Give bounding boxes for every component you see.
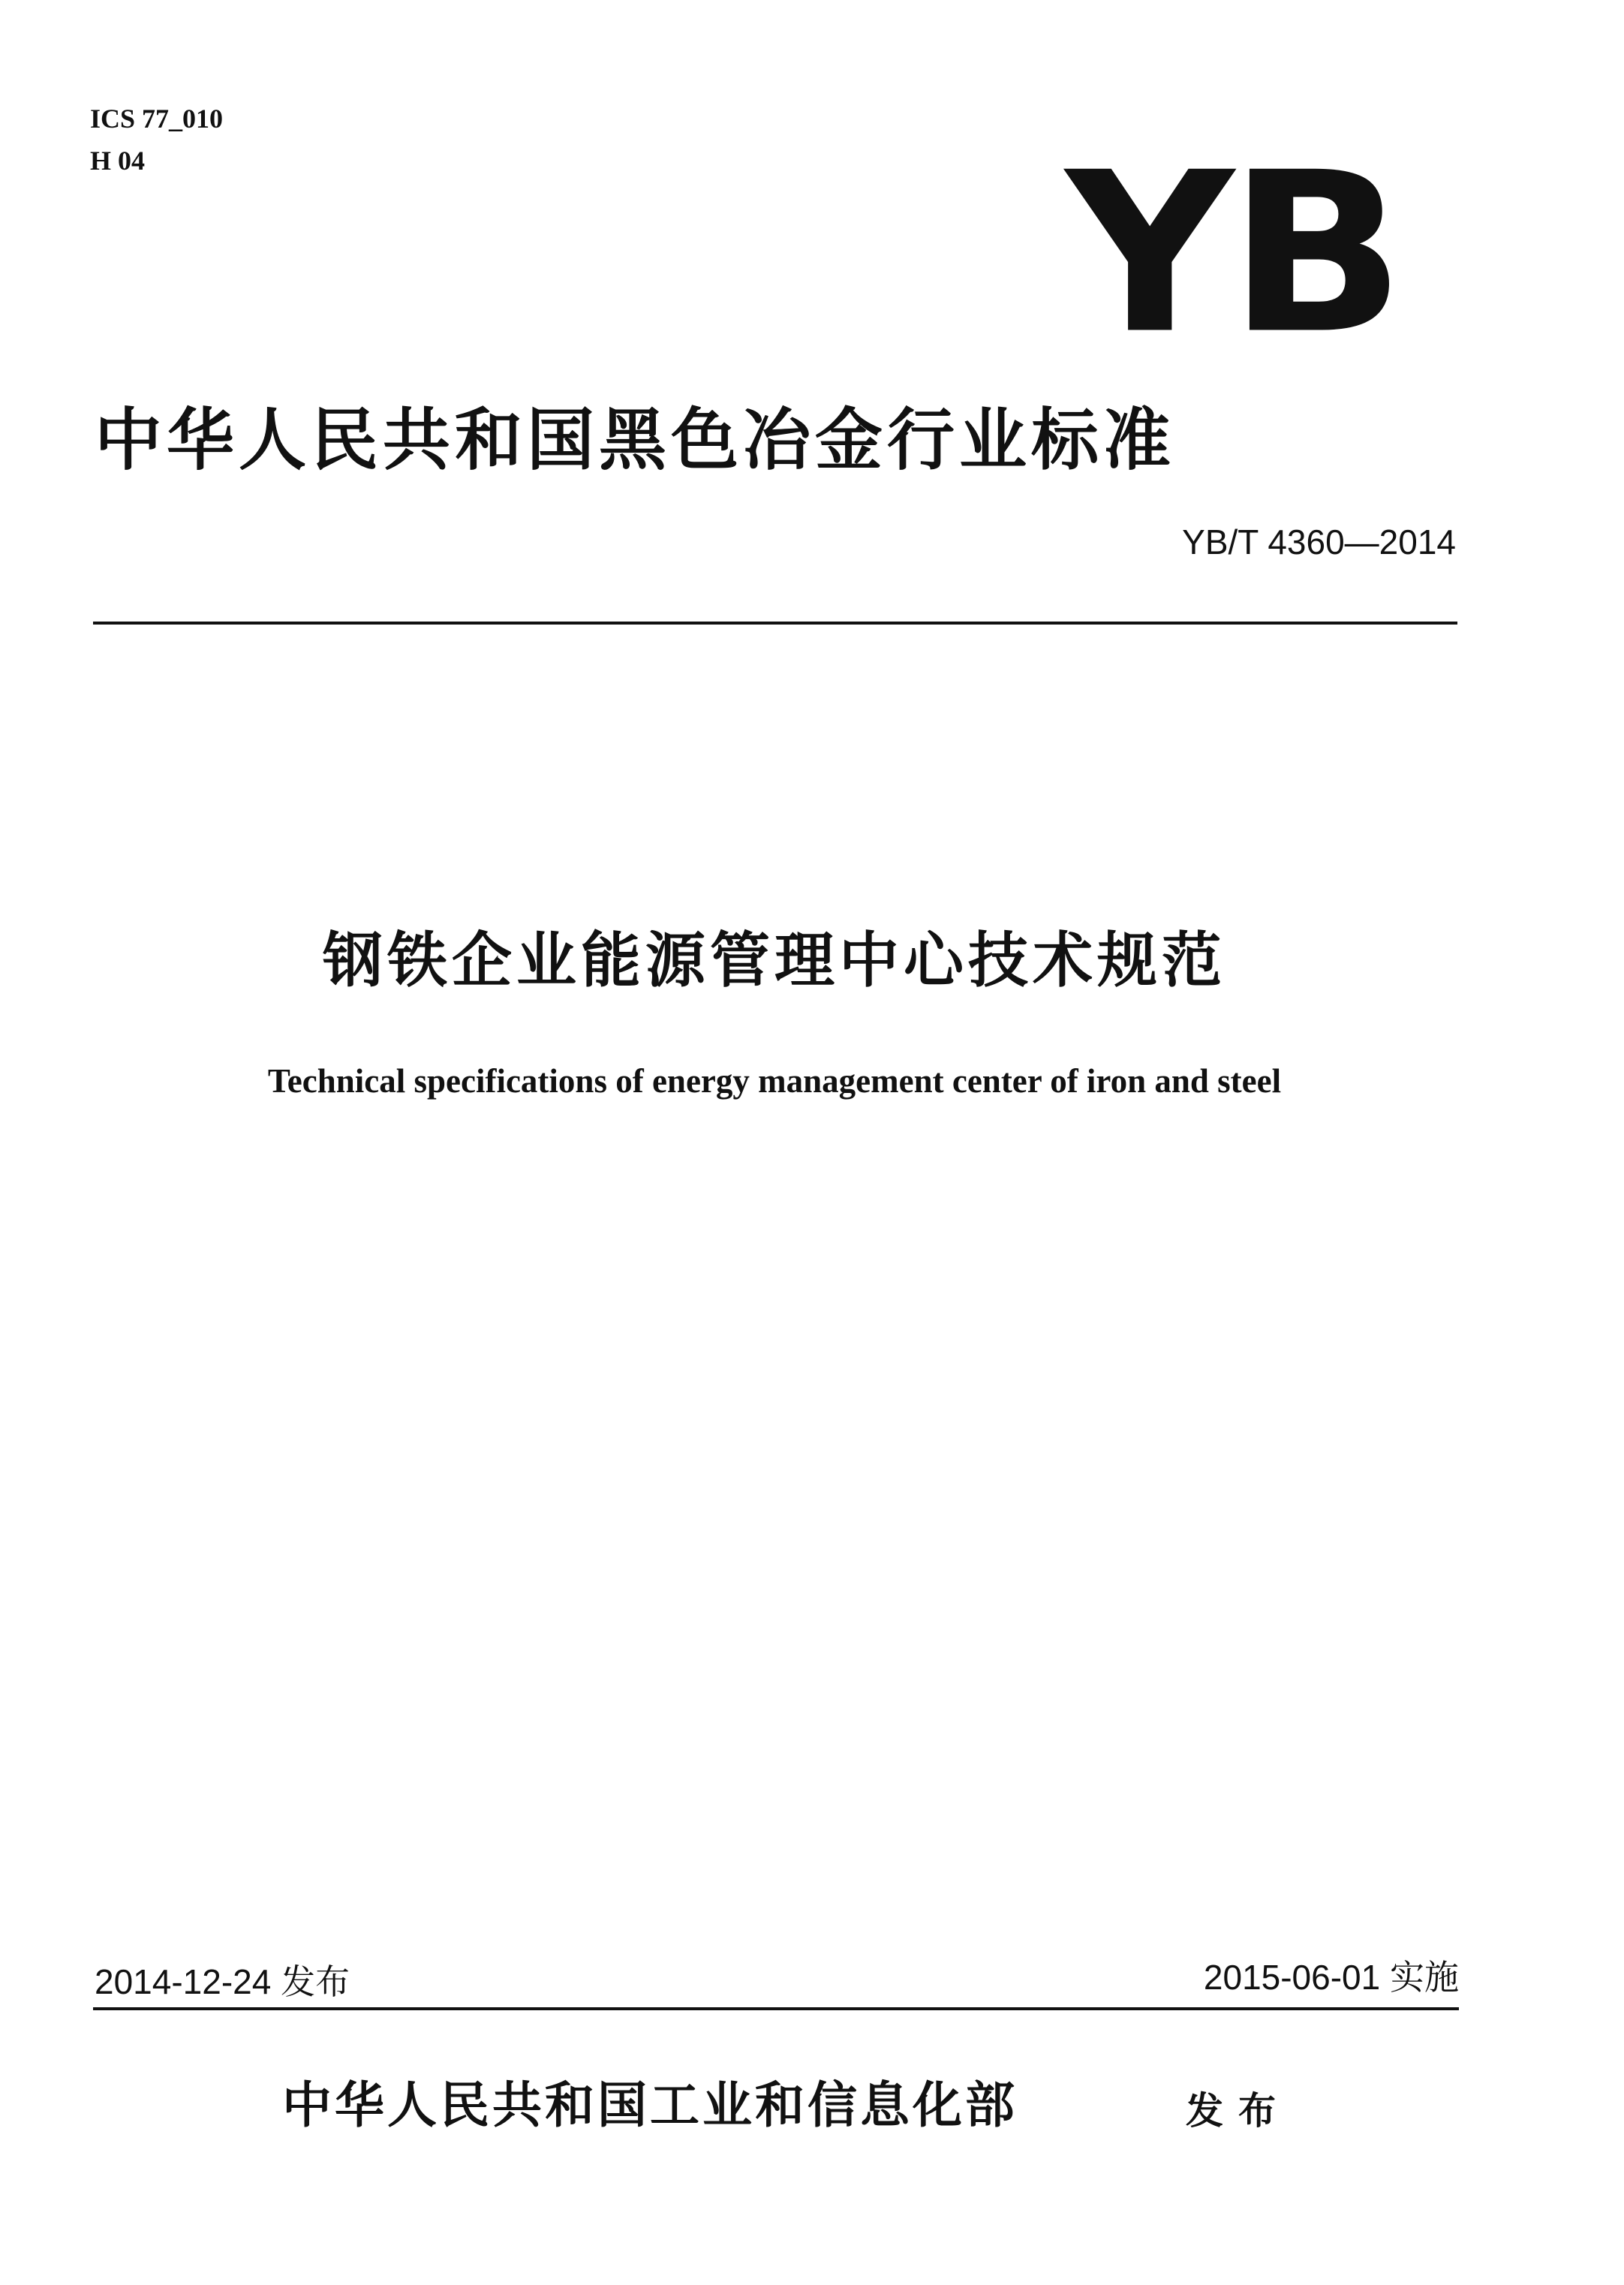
publish-label: 发布 — [1186, 2089, 1291, 2133]
document-title-english: Technical specifications of energy management center of iron and steel — [267, 1062, 1282, 1100]
yb-logo: YB — [1066, 125, 1400, 383]
bottom-divider — [93, 2007, 1459, 2010]
issue-date: 2014-12-24 发布 — [95, 1962, 350, 2001]
standard-category: 中华人民共和国黑色冶金行业标准 — [95, 401, 1175, 480]
document-title-chinese: 钢铁企业能源管理中心技术规范 — [323, 926, 1226, 995]
standard-number: YB/T 4360—2014 — [1182, 522, 1456, 561]
top-divider — [93, 622, 1457, 625]
implementation-date: 2015-06-01 实施 — [1203, 1958, 1459, 1997]
classification-code: H 04 — [90, 146, 146, 176]
ics-code: ICS 77_010 — [90, 104, 224, 134]
publisher-name: 中华人民共和国工业和信息化部 — [282, 2076, 1018, 2134]
